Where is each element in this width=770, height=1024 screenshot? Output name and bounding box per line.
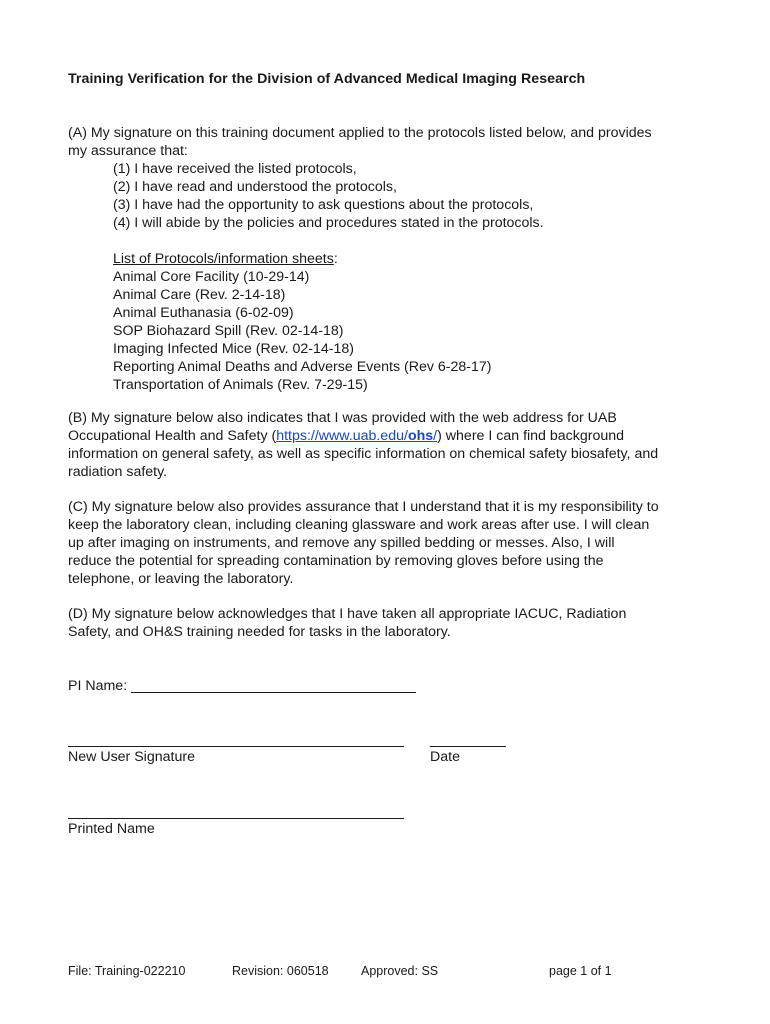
assurance-item: (4) I will abide by the policies and procedures stated in the protocols. xyxy=(113,215,544,231)
section-d-line: (D) My signature below acknowledges that I have taken all appropriate IACUC, Radiation xyxy=(68,606,627,622)
section-b-line: radiation safety. xyxy=(68,464,168,480)
assurance-item: (1) I have received the listed protocols, xyxy=(113,161,357,177)
section-c-line: telephone, or leaving the laboratory. xyxy=(68,571,294,587)
section-a-intro-line1: (A) My signature on this training document applied to the protocols listed below, and provides xyxy=(68,125,652,141)
section-a xyxy=(68,124,708,394)
section-b-text: ) where I can find background xyxy=(437,428,625,444)
date-line[interactable] xyxy=(430,746,506,747)
footer-approved: Approved: SS xyxy=(361,964,439,978)
pi-name-label: PI Name: xyxy=(68,678,128,694)
assurance-item: (3) I have had the opportunity to ask questions about the protocols, xyxy=(113,197,534,213)
section-a-intro-line2: my assurance that: xyxy=(68,143,188,159)
protocol-list-colon: : xyxy=(333,251,338,267)
assurance-item: (2) I have read and understood the protocols, xyxy=(113,179,397,195)
protocol-item: Animal Euthanasia (6-02-09) xyxy=(113,305,294,321)
document-title: Training Verification for the Division of Advanced Medical Imaging Research xyxy=(68,71,586,87)
protocol-item: Reporting Animal Deaths and Adverse Events (Rev 6-28-17) xyxy=(113,359,492,375)
section-b xyxy=(68,409,708,481)
ohs-link-prefix: https://www.uab.edu/ xyxy=(276,428,408,444)
ohs-link-bold: ohs xyxy=(407,428,434,444)
footer-revision: Revision: 060518 xyxy=(232,964,329,978)
footer-page-number: page 1 of 1 xyxy=(549,964,612,978)
protocol-item: SOP Biohazard Spill (Rev. 02-14-18) xyxy=(113,323,344,339)
ohs-link-suffix: / xyxy=(433,428,438,444)
printed-name-label: Printed Name xyxy=(68,821,155,837)
new-user-signature-line[interactable] xyxy=(68,746,404,747)
protocol-item: Imaging Infected Mice (Rev. 02-14-18) xyxy=(113,341,355,357)
date-label: Date xyxy=(430,749,460,765)
assurance-list xyxy=(68,160,708,394)
new-user-signature-label: New User Signature xyxy=(68,749,195,765)
section-b-line: (B) My signature below also indicates that I was provided with the web address for UAB xyxy=(68,410,617,426)
section-c xyxy=(68,498,708,588)
protocol-list-title: List of Protocols/information sheets xyxy=(113,251,334,267)
protocol-item: Animal Core Facility (10-29-14) xyxy=(113,269,310,285)
section-c-line: (C) My signature below also provides assurance that I understand that it is my responsibility to xyxy=(68,499,659,515)
footer-file: File: Training-022210 xyxy=(68,964,186,978)
protocol-item: Transportation of Animals (Rev. 7-29-15) xyxy=(113,377,368,393)
pi-name-line[interactable] xyxy=(131,692,416,693)
section-c-line: up after imaging on instruments, and remove any spilled bedding or messes. Also, I will xyxy=(68,535,615,551)
protocol-item: Animal Care (Rev. 2-14-18) xyxy=(113,287,286,303)
section-b-line-with-link xyxy=(68,427,708,445)
section-b-line: information on general safety, as well as specific information on chemical safety biosafety, and xyxy=(68,446,659,462)
ohs-link[interactable] xyxy=(276,428,437,444)
section-d xyxy=(68,605,708,641)
section-d-line: Safety, and OH&S training needed for tasks in the laboratory. xyxy=(68,624,451,640)
section-c-line: reduce the potential for spreading contamination by removing gloves before using the xyxy=(68,553,604,569)
protocol-list-heading xyxy=(113,250,708,268)
printed-name-line[interactable] xyxy=(68,818,404,819)
section-b-text: Occupational Health and Safety ( xyxy=(68,428,277,444)
section-c-line: keep the laboratory clean, including cleaning glassware and work areas after use. I will clean xyxy=(68,517,650,533)
